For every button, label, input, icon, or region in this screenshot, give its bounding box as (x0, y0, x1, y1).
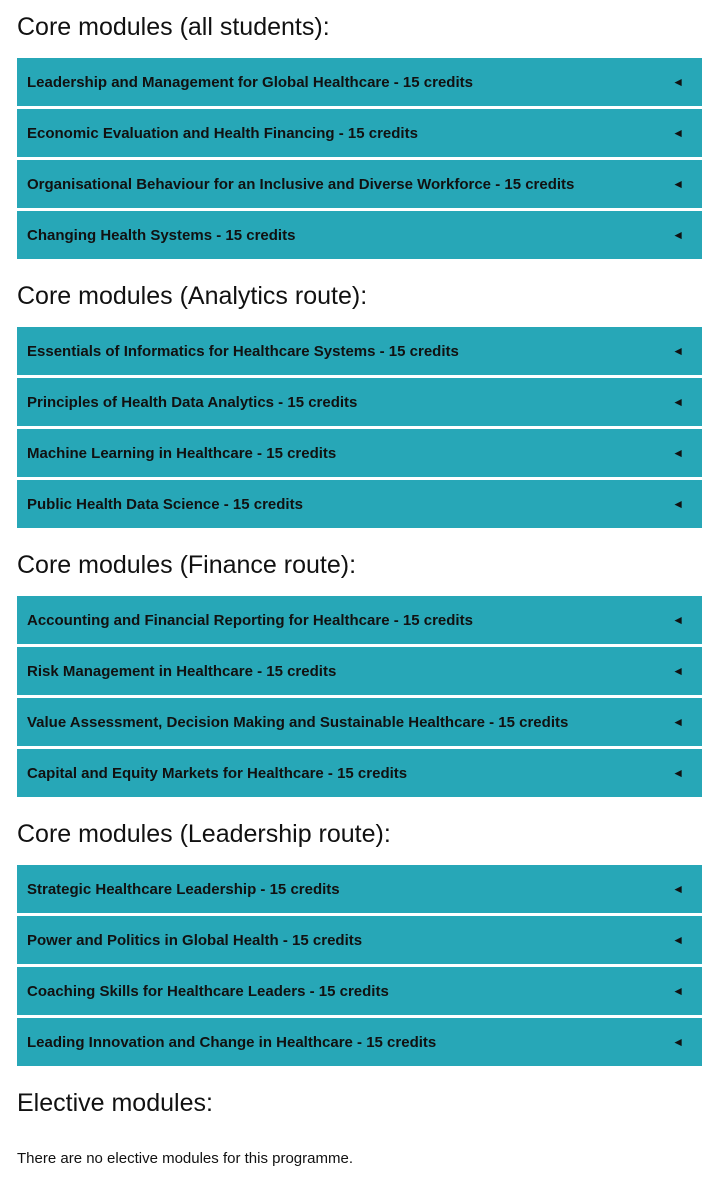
triangle-left-icon: ◄ (672, 177, 684, 191)
module-accordion-item[interactable] (17, 967, 702, 1015)
module-title: Leadership and Management for Global Healthcare - 15 credits (27, 73, 473, 91)
module-title: Strategic Healthcare Leadership - 15 credits (27, 880, 340, 898)
triangle-left-icon: ◄ (672, 395, 684, 409)
module-accordion-item[interactable] (17, 109, 702, 157)
triangle-left-icon: ◄ (672, 75, 684, 89)
section-title: Core modules (Leadership route): (17, 820, 391, 848)
triangle-left-icon: ◄ (672, 613, 684, 627)
section-core-all (17, 0, 702, 259)
module-accordion-item[interactable] (17, 647, 702, 695)
module-accordion-item[interactable] (17, 749, 702, 797)
elective-note: There are no elective modules for this programme. (17, 1150, 353, 1167)
module-title: Changing Health Systems - 15 credits (27, 226, 296, 244)
triangle-left-icon: ◄ (672, 664, 684, 678)
section-core-finance (17, 528, 702, 797)
module-title: Accounting and Financial Reporting for Healthcare - 15 credits (27, 611, 473, 629)
triangle-left-icon: ◄ (672, 1035, 684, 1049)
module-accordion-item[interactable] (17, 58, 702, 106)
module-accordion-item[interactable] (17, 1018, 702, 1066)
module-title: Power and Politics in Global Health - 15 credits (27, 931, 363, 949)
module-accordion-item[interactable] (17, 916, 702, 964)
module-accordion-item[interactable] (17, 160, 702, 208)
section-title: Core modules (Finance route): (17, 551, 357, 579)
module-title: Value Assessment, Decision Making and Sustainable Healthcare - 15 credits (27, 713, 569, 731)
triangle-left-icon: ◄ (672, 933, 684, 947)
module-accordion-item[interactable] (17, 378, 702, 426)
triangle-left-icon: ◄ (672, 984, 684, 998)
module-title: Leading Innovation and Change in Healthcare - 15 credits (27, 1033, 437, 1051)
triangle-left-icon: ◄ (672, 344, 684, 358)
module-title: Risk Management in Healthcare - 15 credits (27, 662, 337, 680)
module-accordion-item[interactable] (17, 480, 702, 528)
module-title: Essentials of Informatics for Healthcare Systems - 15 credits (27, 342, 459, 360)
module-accordion-list (17, 865, 702, 1066)
section-elective (17, 1066, 702, 1167)
triangle-left-icon: ◄ (672, 446, 684, 460)
module-accordion-item[interactable] (17, 596, 702, 644)
module-accordion-list (17, 596, 702, 797)
section-core-analytics (17, 259, 702, 528)
module-accordion-item[interactable] (17, 865, 702, 913)
module-title: Machine Learning in Healthcare - 15 credits (27, 444, 337, 462)
triangle-left-icon: ◄ (672, 766, 684, 780)
section-title: Core modules (all students): (17, 13, 330, 41)
module-title: Public Health Data Science - 15 credits (27, 495, 303, 513)
module-accordion-item[interactable] (17, 698, 702, 746)
triangle-left-icon: ◄ (672, 126, 684, 140)
module-accordion-item[interactable] (17, 211, 702, 259)
module-accordion-item[interactable] (17, 327, 702, 375)
section-title: Core modules (Analytics route): (17, 282, 368, 310)
triangle-left-icon: ◄ (672, 882, 684, 896)
module-accordion-list (17, 58, 702, 259)
section-core-leadership (17, 797, 702, 1066)
module-title: Organisational Behaviour for an Inclusive and Diverse Workforce - 15 credits (27, 175, 575, 193)
module-title: Economic Evaluation and Health Financing - 15 credits (27, 124, 418, 142)
triangle-left-icon: ◄ (672, 228, 684, 242)
module-accordion-item[interactable] (17, 429, 702, 477)
module-title: Coaching Skills for Healthcare Leaders - 15 credits (27, 982, 389, 1000)
triangle-left-icon: ◄ (672, 497, 684, 511)
module-title: Capital and Equity Markets for Healthcare - 15 credits (27, 764, 408, 782)
section-title: Elective modules: (17, 1089, 213, 1117)
triangle-left-icon: ◄ (672, 715, 684, 729)
module-title: Principles of Health Data Analytics - 15 credits (27, 393, 358, 411)
module-accordion-list (17, 327, 702, 528)
